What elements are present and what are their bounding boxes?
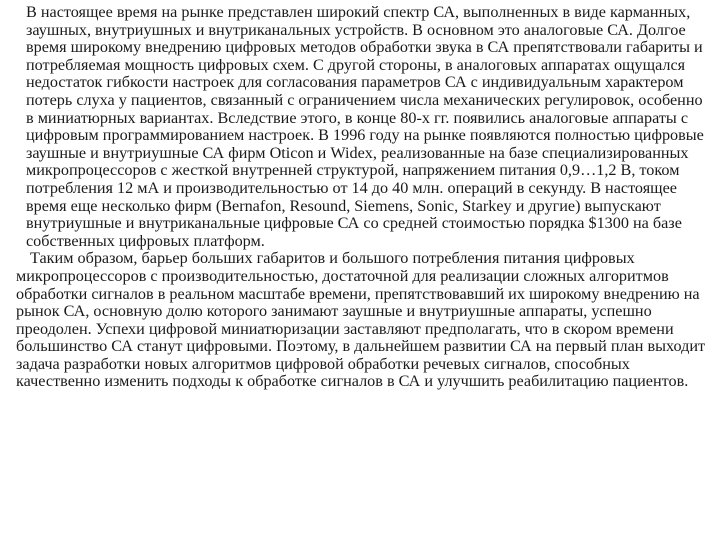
paragraph-2: Таким образом, барьер больших габаритов и большого потребления питания цифровых микропроцессоров с производительностью, достаточной для реализации сложных алгоритмов обработки сигналов в реальном масштабе времени, препятствовавший их широкому внедрению на рынок СА, основную долю которого занимают заушные и внутриушные аппараты, успешно преодолен. Успехи цифровой миниатюризации заставляют предполагать, что в скором времени большинство СА станут цифровыми. Поэтому, в дальнейшем развитии СА на первый план выходит задача разработки новых алгоритмов цифровой обработки речевых сигналов, способных качественно изменить подходы к обработке сигналов в СА и улучшить реабилитацию пациентов. — [16, 249, 710, 391]
paragraph-1: В настоящее время на рынке представлен широкий спектр СА, выполненных в виде карманных, заушных, внутриушных и внутриканальных устройств. В основном это аналоговые СА. Долгое время широкому внедрению цифровых методов обработки звука в СА препятствовали габариты и потребляемая мощность цифровых схем. С другой стороны, в аналоговых аппаратах ощущался недостаток гибкости настроек для согласования параметров СА с индивидуальным характером потерь слуха у пациентов, связанный с ограничением числа механических регулировок, особенно в миниатюрных вариантах. Вследствие этого, в конце 80-х гг. появились аналоговые аппараты с цифровым программированием настроек. В 1996 году на рынке появляются полностью цифровые заушные и внутриушные СА фирм Oticon и Widex, реализованные на базе специализированных микропроцессоров с жесткой внутренней структурой, напряжением питания 0,9…1,2 В, током потребления 12 мА и производительностью от 14 до 40 млн. операций в секунду. В настоящее время еще несколько фирм (Bernafon, Resound, Siemens, Sonic, Starkey и другие) выпускают внутриушные и внутриканальные цифровые СА со средней стоимостью порядка $1300 на базе собственных цифровых платформ. — [26, 3, 708, 250]
document-page — [16, 4, 714, 391]
